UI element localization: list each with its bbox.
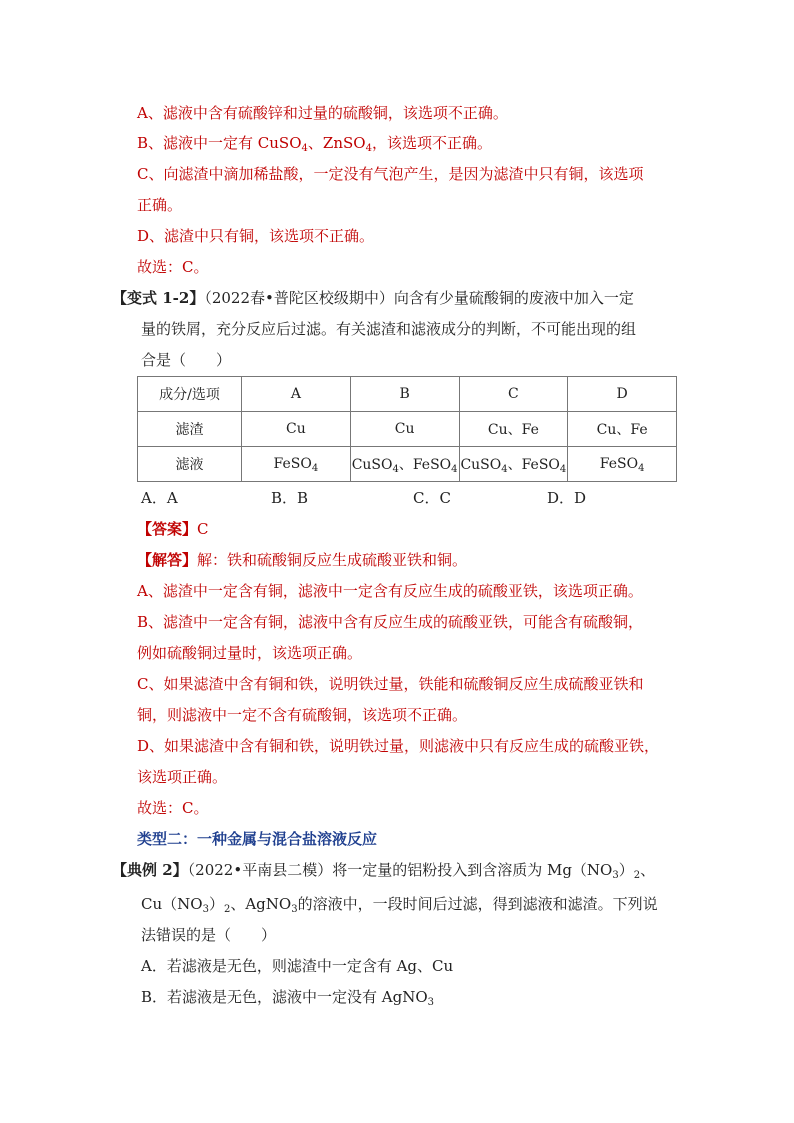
table-header-cell: C — [459, 377, 568, 412]
table-cell: Cu — [242, 412, 351, 447]
prev-option-d: D、滤渣中只有铜，该选项不正确。 — [137, 227, 375, 245]
table-cell: Cu — [350, 412, 459, 447]
table-row-label: 滤渣 — [138, 412, 242, 447]
question-1-2-line1: 【变式 1-2】（2022春•普陀区校级期中）向含有少量硫酸铜的废液中加入一定 — [112, 289, 634, 307]
table-row-label: 滤液 — [138, 447, 242, 482]
table-cell: CuSO$_4$、FeSO$_4$ — [459, 447, 568, 482]
section-heading: 类型二：一种金属与混合盐溶液反应 — [137, 830, 378, 848]
question-1-2-line3: 合是（ ） — [141, 351, 232, 369]
table-header-cell: B — [350, 377, 459, 412]
analysis-c-line2: 铜，则滤液中一定不含有硫酸铜，该选项不正确。 — [137, 706, 468, 724]
table-cell: FeSO$_4$ — [568, 447, 677, 482]
analysis-d-line2: 该选项正确。 — [137, 768, 228, 786]
table-header-cell: A — [242, 377, 351, 412]
analysis-intro: 【解答】解：铁和硫酸铜反应生成硫酸亚铁和铜。 — [137, 551, 468, 569]
table-row — [138, 412, 677, 447]
example-2-line2: $Cu(NO_3)_2$、AgNO$_3$的溶液中，一段时间后过滤，得到滤液和滤渣。下列说 — [141, 895, 658, 915]
example-2-line1: 【典例 2】（2022•平南县二模）将一定量的铝粉投入到含溶质为 $Mg(NO_3)_2$、 — [112, 861, 656, 881]
option-c: C．C — [413, 489, 451, 507]
example-2-option-a: A．若滤液是无色，则滤渣中一定含有 Ag、Cu — [141, 957, 454, 975]
prev-option-c-line2: 正确。 — [137, 196, 183, 214]
table-header-cell: 成分/选项 — [138, 377, 242, 412]
analysis-d-line1: D、如果滤渣中含有铜和铁，说明铁过量，则滤液中只有反应生成的硫酸亚铁， — [137, 737, 660, 755]
answer-options — [0, 488, 794, 508]
table-header-row — [138, 377, 677, 412]
table-row — [138, 447, 677, 482]
prev-option-c-line1: C、向滤渣中滴加稀盐酸，一定没有气泡产生，是因为滤渣中只有铜，该选项 — [137, 165, 644, 183]
table-cell: CuSO$_4$、FeSO$_4$ — [350, 447, 459, 482]
analysis-b-line1: B、滤渣中一定含有铜，滤液中含有反应生成的硫酸亚铁，可能含有硫酸铜， — [137, 613, 644, 631]
prev-option-b: B、滤液中一定有 CuSO$_4$、ZnSO$_4$，该选项不正确。 — [137, 134, 492, 154]
option-a: A．A — [141, 489, 178, 507]
options-table — [137, 376, 677, 482]
example-2-line3: 法错误的是（ ） — [141, 926, 277, 944]
prev-option-a: A、滤液中含有硫酸锌和过量的硫酸铜，该选项不正确。 — [137, 104, 508, 122]
table-cell: FeSO$_4$ — [242, 447, 351, 482]
table-header-cell: D — [568, 377, 677, 412]
question-1-2-line2: 量的铁屑，充分反应后过滤。有关滤渣和滤液成分的判断，不可能出现的组 — [141, 320, 637, 338]
answer-line: 【答案】C — [137, 520, 209, 538]
analysis-c-line1: C、如果滤渣中含有铜和铁，说明铁过量，铁能和硫酸铜反应生成硫酸亚铁和 — [137, 675, 644, 693]
analysis-b-line2: 例如硫酸铜过量时，该选项正确。 — [137, 644, 363, 662]
prev-choose: 故选：C。 — [137, 258, 209, 276]
analysis-a: A、滤渣中一定含有铜，滤液中一定含有反应生成的硫酸亚铁，该选项正确。 — [137, 582, 643, 600]
table-cell: Cu、Fe — [459, 412, 568, 447]
option-b: B．B — [271, 489, 309, 507]
table-cell: Cu、Fe — [568, 412, 677, 447]
analysis-choose: 故选：C。 — [137, 799, 209, 817]
option-d: D．D — [547, 489, 587, 507]
example-2-option-b: B．若滤液是无色，滤液中一定没有 AgNO$_3$ — [141, 988, 435, 1008]
